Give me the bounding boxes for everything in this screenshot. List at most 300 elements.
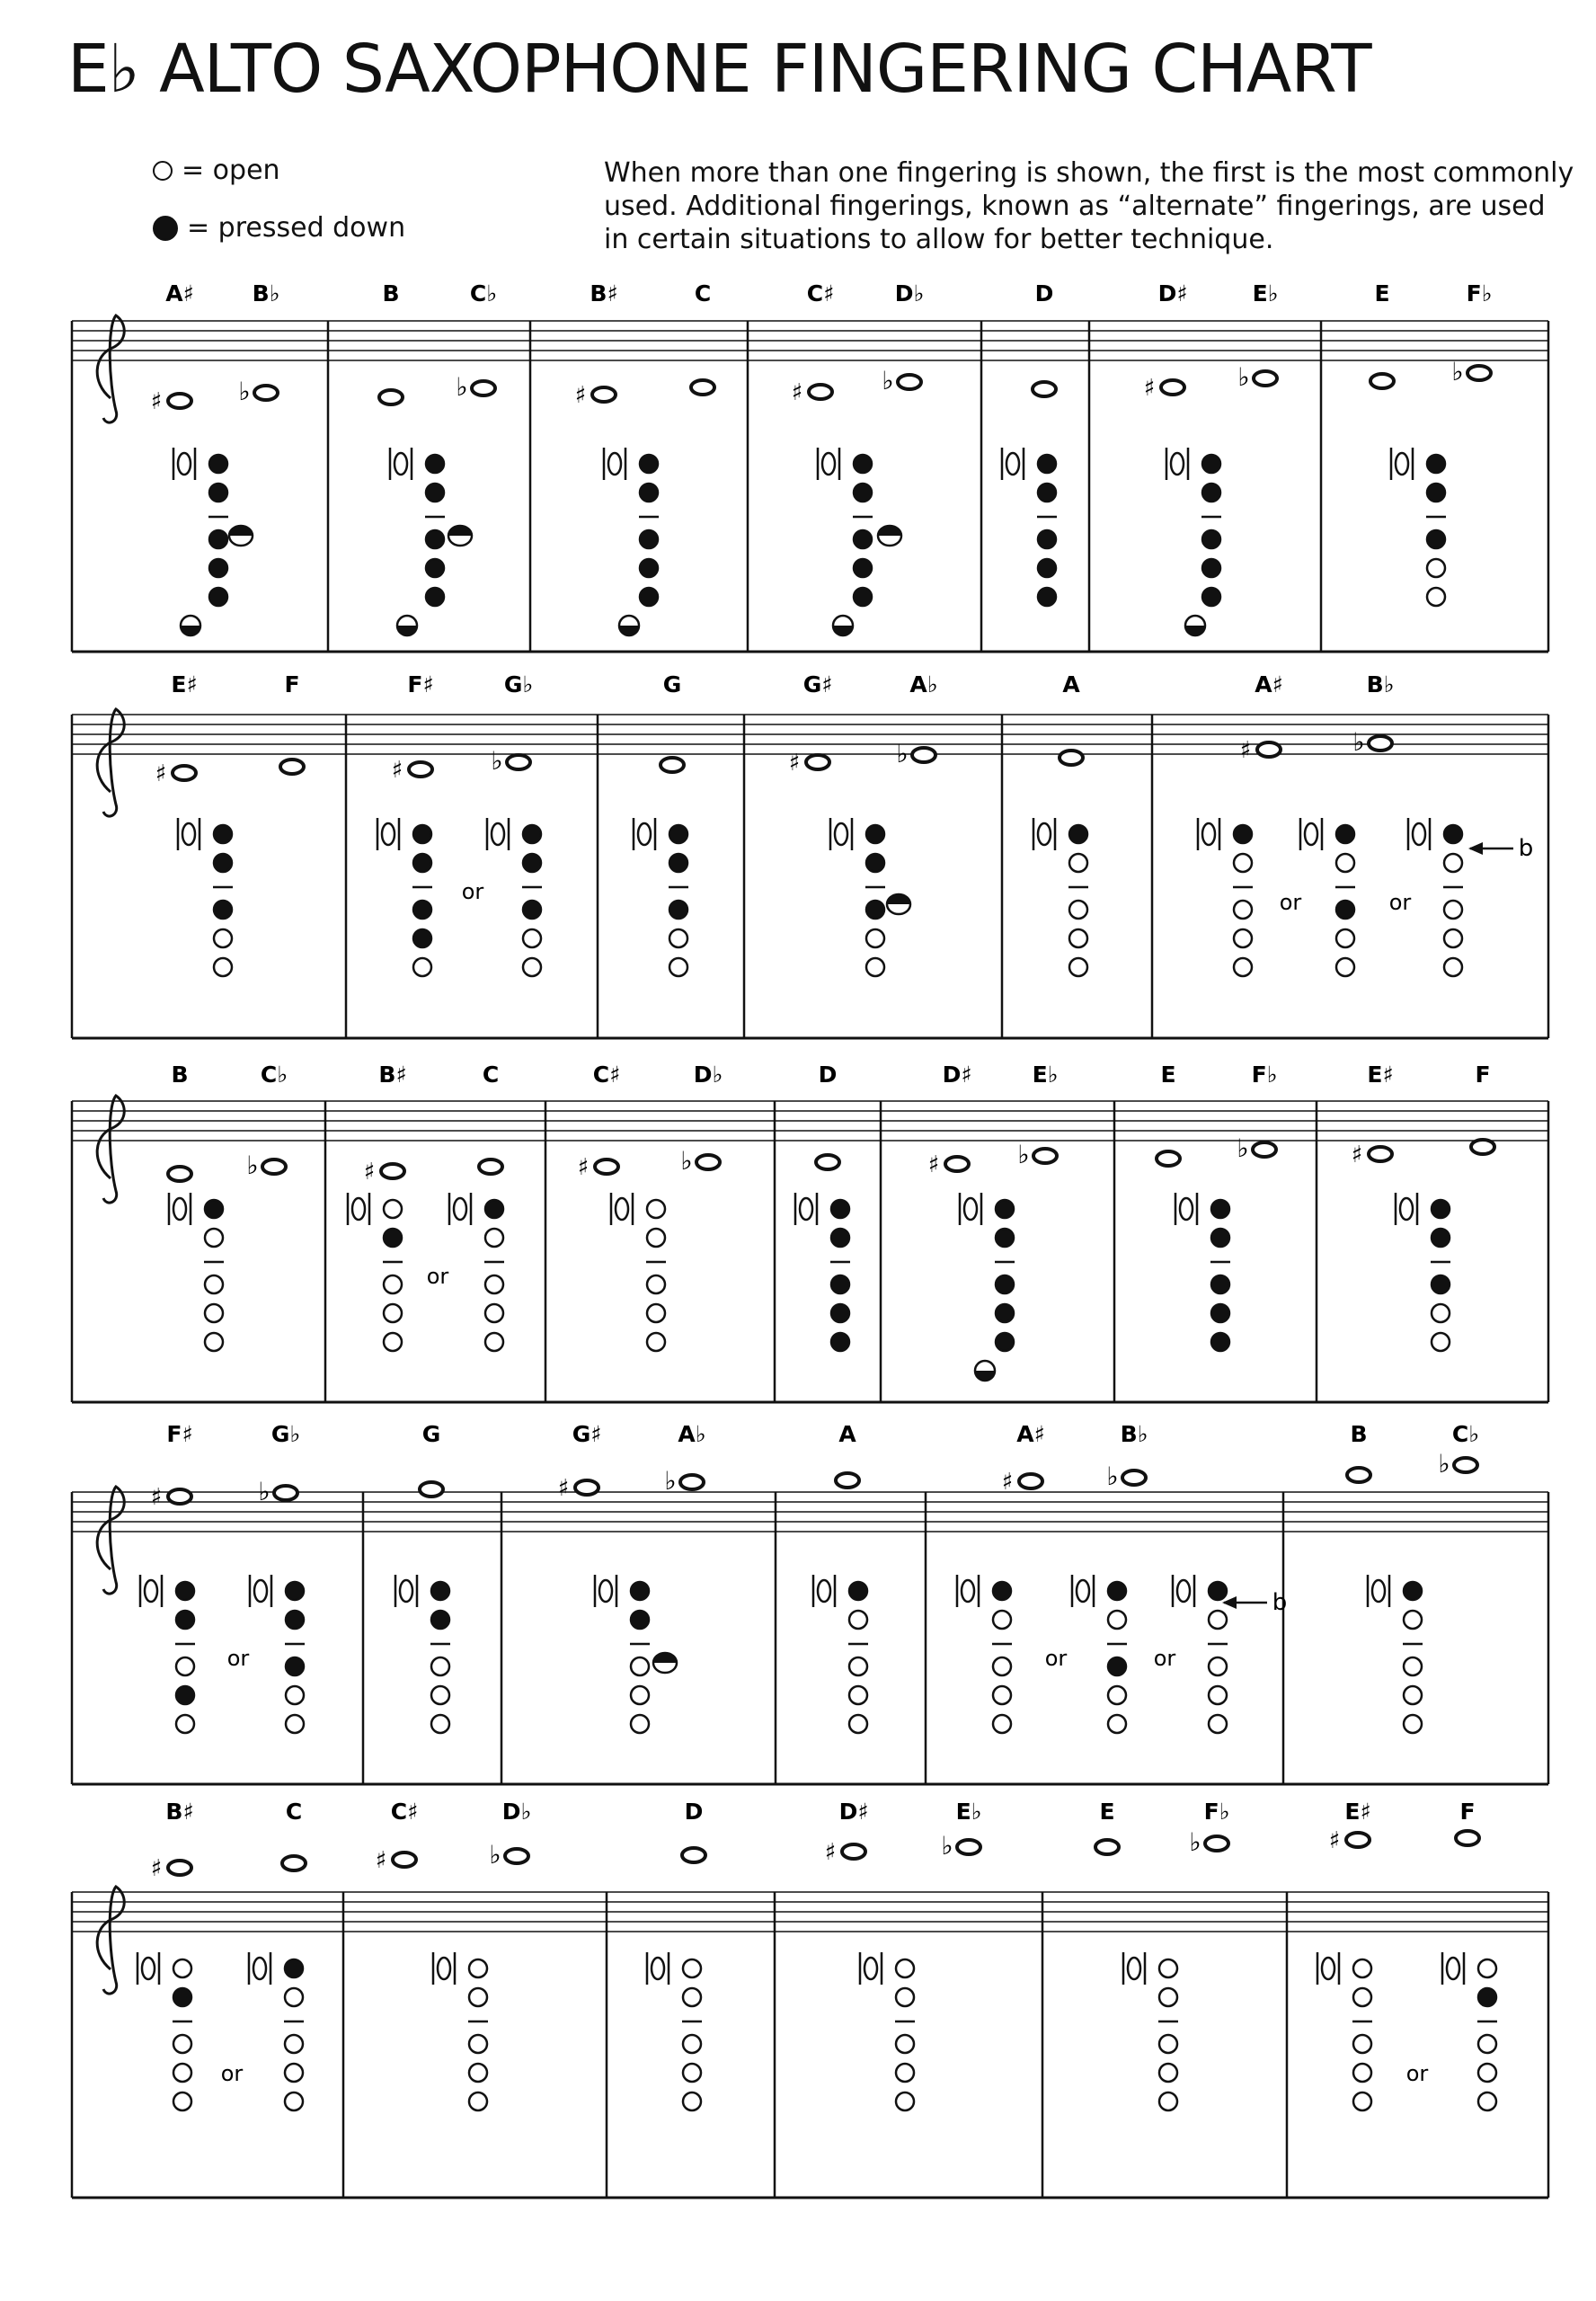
open-hole-icon (849, 1715, 867, 1733)
open-hole-icon (1353, 2035, 1371, 2053)
pressed-hole-icon (1427, 484, 1445, 502)
octave-key-icon (616, 1198, 628, 1220)
open-hole-icon (849, 1657, 867, 1675)
note-name-label: D♯ (942, 1062, 972, 1088)
pressed-hole-icon (993, 1582, 1011, 1600)
octave-key-icon (652, 1958, 664, 1979)
open-hole-icon (1478, 2064, 1496, 2082)
sharp-icon: ♯ (375, 1847, 387, 1874)
open-hole-icon (1444, 854, 1462, 872)
whole-note-icon (945, 1157, 969, 1171)
open-hole-icon (993, 1715, 1011, 1733)
or-label: or (426, 1264, 449, 1289)
open-hole-icon (1353, 2064, 1371, 2082)
note-name-label: G (421, 1421, 441, 1447)
pressed-hole-icon (209, 484, 227, 502)
pressed-hole-icon (669, 825, 687, 843)
note-name-label: E♭ (1032, 1062, 1059, 1088)
open-hole-icon (1069, 854, 1087, 872)
note-name-label: C♯ (806, 280, 835, 307)
open-hole-icon (683, 1959, 701, 1977)
note-name-label: D♭ (693, 1062, 723, 1088)
octave-key-icon (800, 1198, 812, 1220)
note-name-label: G♯ (572, 1421, 602, 1447)
note-name-label: A♯ (1016, 1421, 1045, 1447)
whole-note-icon (168, 394, 191, 408)
open-hole-icon (647, 1275, 665, 1293)
open-hole-icon (683, 2092, 701, 2110)
open-hole-icon (469, 2064, 487, 2082)
whole-note-icon (1157, 1151, 1180, 1166)
open-hole-icon (1159, 2092, 1177, 2110)
open-hole-icon (205, 1304, 223, 1322)
open-hole-icon (647, 1333, 665, 1351)
pressed-hole-icon (413, 825, 431, 843)
open-hole-icon (1444, 929, 1462, 947)
or-label: or (1044, 1646, 1068, 1671)
open-hole-icon (173, 1959, 191, 1977)
flat-icon: ♭ (882, 366, 894, 395)
pressed-hole-icon (669, 901, 687, 919)
open-hole-icon (1209, 1715, 1227, 1733)
open-hole-icon (849, 1686, 867, 1704)
open-hole-icon (631, 1657, 649, 1675)
pressed-hole-icon (849, 1582, 867, 1600)
pressed-hole-icon (1432, 1200, 1450, 1218)
pressed-hole-icon (640, 484, 658, 502)
open-hole-icon (647, 1304, 665, 1322)
open-hole-icon (1159, 2035, 1177, 2053)
whole-note-icon (1254, 371, 1277, 386)
pressed-hole-icon (640, 588, 658, 606)
note-name-label: C♯ (592, 1062, 621, 1088)
note-name-label: G♭ (270, 1421, 301, 1447)
open-hole-icon (384, 1200, 402, 1218)
pressed-hole-icon (523, 825, 541, 843)
note-name-label: C (482, 1062, 500, 1088)
flat-icon: ♭ (489, 1840, 501, 1870)
octave-key-icon (438, 1958, 450, 1979)
open-hole-icon (896, 1988, 914, 2006)
note-name-label: F (1459, 1799, 1476, 1825)
pressed-hole-icon (426, 455, 444, 473)
open-hole-icon (993, 1686, 1011, 1704)
whole-note-icon (1033, 382, 1056, 396)
pressed-hole-icon (176, 1611, 194, 1629)
pressed-hole-icon (1211, 1275, 1229, 1293)
whole-note-icon (592, 387, 616, 402)
flat-icon: ♭ (664, 1466, 677, 1496)
whole-note-icon (381, 1164, 404, 1178)
pressed-hole-icon (1038, 455, 1056, 473)
note-name-label: B (1350, 1421, 1368, 1447)
open-hole-icon (1336, 854, 1354, 872)
pressed-hole-icon (209, 588, 227, 606)
pressed-hole-icon (1108, 1582, 1126, 1600)
open-hole-icon (849, 1611, 867, 1629)
pressed-hole-icon (1202, 559, 1220, 577)
pressed-hole-icon (173, 1988, 191, 2006)
note-name-label: D♭ (894, 280, 925, 307)
open-hole-icon (1108, 1611, 1126, 1629)
octave-key-icon (400, 1580, 412, 1602)
note-name-label: E (1099, 1799, 1115, 1825)
pressed-hole-icon (631, 1582, 649, 1600)
pressed-hole-icon (285, 1959, 303, 1977)
b-label: b (1272, 1589, 1288, 1616)
open-hole-icon (214, 958, 232, 976)
note-name-label: F♭ (1251, 1062, 1278, 1088)
octave-key-icon (1171, 453, 1184, 475)
pressed-hole-icon (854, 484, 872, 502)
whole-note-icon (1456, 1831, 1479, 1845)
open-hole-icon (631, 1715, 649, 1733)
sharp-icon: ♯ (927, 1151, 940, 1178)
pressed-hole-icon (209, 530, 227, 548)
legend-pressed-label: = pressed down (187, 212, 406, 244)
octave-key-icon (864, 1958, 877, 1979)
pressed-hole-icon (831, 1200, 849, 1218)
chart-row-5 (72, 1799, 1548, 2198)
open-hole-icon (469, 1959, 487, 1977)
pressed-hole-icon (286, 1657, 304, 1675)
note-name-label: D (684, 1799, 704, 1825)
or-label: or (1388, 890, 1412, 915)
note-name-label: G♯ (802, 671, 833, 697)
or-label: or (1279, 890, 1302, 915)
whole-note-icon (1257, 742, 1281, 757)
pressed-hole-icon (1038, 530, 1056, 548)
open-hole-icon (431, 1715, 449, 1733)
octave-key-icon (254, 1580, 267, 1602)
note-name-label: E♯ (1344, 1799, 1371, 1825)
whole-note-icon (1346, 1833, 1370, 1847)
pressed-hole-icon (854, 530, 872, 548)
open-hole-icon (1159, 2064, 1177, 2082)
open-hole-icon (1432, 1333, 1450, 1351)
sharp-icon: ♯ (788, 750, 801, 777)
open-hole-icon (1444, 958, 1462, 976)
flat-icon: ♭ (896, 739, 909, 768)
open-hole-icon (1069, 958, 1087, 976)
chart-row-2 (72, 671, 1548, 1038)
whole-note-icon (507, 755, 530, 769)
open-hole-icon (669, 929, 687, 947)
note-name-label: A♭ (678, 1421, 706, 1447)
pressed-hole-icon (286, 1582, 304, 1600)
note-name-label: D♭ (501, 1799, 532, 1825)
note-name-label: E (1374, 280, 1390, 307)
whole-note-icon (1369, 1147, 1392, 1161)
octave-key-icon (382, 823, 395, 845)
treble-clef-icon (97, 1096, 124, 1203)
flat-icon: ♭ (1438, 1449, 1450, 1479)
whole-note-icon (680, 1475, 704, 1489)
note-name-label: B♭ (1366, 671, 1395, 697)
sharp-icon: ♯ (150, 1484, 163, 1511)
open-hole-icon (1404, 1715, 1422, 1733)
treble-clef-icon (97, 1487, 124, 1594)
whole-note-icon (254, 386, 278, 400)
pressed-hole-icon (996, 1200, 1014, 1218)
open-hole-icon (214, 929, 232, 947)
open-hole-icon (431, 1657, 449, 1675)
note-name-label: F♭ (1466, 280, 1493, 307)
whole-note-icon (957, 1840, 980, 1854)
sharp-icon: ♯ (150, 388, 163, 415)
octave-key-icon (178, 453, 191, 475)
whole-note-icon (1122, 1470, 1146, 1485)
pressed-hole-icon (523, 854, 541, 872)
whole-note-icon (691, 380, 714, 395)
open-hole-icon (1069, 929, 1087, 947)
pressed-hole-icon (1478, 1988, 1496, 2006)
whole-note-icon (1019, 1474, 1042, 1488)
chart-row-3 (72, 1062, 1548, 1402)
whole-note-icon (682, 1848, 705, 1862)
whole-note-icon (1161, 380, 1184, 395)
octave-key-icon (962, 1580, 974, 1602)
octave-key-icon (1447, 1958, 1459, 1979)
sharp-icon: ♯ (1239, 737, 1252, 764)
octave-key-icon (964, 1198, 977, 1220)
open-hole-icon (647, 1200, 665, 1218)
b-arrow-head-icon (1468, 842, 1483, 855)
open-hole-icon (1432, 1304, 1450, 1322)
flat-icon: ♭ (941, 1831, 953, 1861)
pressed-hole-icon (214, 825, 232, 843)
note-name-label: B♯ (165, 1799, 194, 1825)
open-hole-icon (1478, 2035, 1496, 2053)
whole-note-icon (806, 755, 829, 769)
note-name-label: B (382, 280, 400, 307)
pressed-hole-icon (866, 854, 884, 872)
note-name-label: E♯ (171, 671, 198, 697)
note-name-label: B♯ (590, 280, 618, 307)
sharp-icon: ♯ (1143, 375, 1156, 402)
note-name-label: B (171, 1062, 189, 1088)
note-name-label: A♭ (909, 671, 938, 697)
intro-text: When more than one fingering is shown, the first is the most commonly used. Additional fingerings, known as “alternate” fingerings, are used in certain situations to allow for better technique. (604, 157, 1574, 255)
whole-note-icon (168, 1489, 191, 1504)
pressed-hole-icon (431, 1611, 449, 1629)
octave-key-icon (1396, 453, 1408, 475)
sharp-icon: ♯ (1328, 1827, 1341, 1854)
note-name-label: F (284, 671, 300, 697)
pressed-hole-icon (286, 1611, 304, 1629)
sharp-icon: ♯ (1351, 1142, 1363, 1168)
open-hole-icon (866, 929, 884, 947)
pressed-hole-icon (426, 530, 444, 548)
open-hole-icon (485, 1229, 503, 1247)
pressed-hole-icon (1211, 1200, 1229, 1218)
octave-key-icon (173, 1198, 186, 1220)
pressed-hole-icon (1038, 559, 1056, 577)
note-name-label: B♯ (378, 1062, 407, 1088)
flat-icon: ♭ (680, 1146, 693, 1176)
pressed-hole-icon (523, 901, 541, 919)
octave-key-icon (822, 453, 835, 475)
open-hole-icon (1209, 1611, 1227, 1629)
pressed-hole-icon (209, 559, 227, 577)
pressed-hole-icon (1444, 825, 1462, 843)
pressed-hole-icon (384, 1229, 402, 1247)
sharp-icon: ♯ (391, 757, 403, 784)
pressed-hole-icon (1427, 455, 1445, 473)
pressed-hole-icon (996, 1304, 1014, 1322)
pressed-hole-icon (1211, 1304, 1229, 1322)
octave-key-icon (818, 1580, 830, 1602)
note-name-label: A (838, 1421, 856, 1447)
pressed-hole-icon (831, 1304, 849, 1322)
open-hole-icon (1427, 559, 1445, 577)
open-hole-icon (683, 2064, 701, 2082)
note-name-label: F♭ (1203, 1799, 1230, 1825)
open-hole-icon (1234, 901, 1252, 919)
open-hole-icon (285, 2064, 303, 2082)
note-name-label: A♯ (165, 280, 194, 307)
pressed-hole-icon (1202, 530, 1220, 548)
whole-note-icon (168, 1167, 191, 1181)
pressed-hole-icon (205, 1200, 223, 1218)
pressed-hole-icon (485, 1200, 503, 1218)
flat-icon: ♭ (1352, 727, 1365, 757)
open-hole-icon (205, 1229, 223, 1247)
flat-icon: ♭ (1106, 1461, 1119, 1491)
whole-note-icon (816, 1155, 839, 1169)
open-hole-icon (1159, 1959, 1177, 1977)
pressed-hole-icon (640, 530, 658, 548)
open-hole-icon (1336, 929, 1354, 947)
whole-note-icon (505, 1849, 528, 1863)
whole-note-icon (274, 1486, 297, 1500)
pressed-hole-icon (1038, 484, 1056, 502)
octave-key-icon (1322, 1958, 1334, 1979)
whole-note-icon (282, 1856, 306, 1870)
octave-key-icon (1202, 823, 1215, 845)
whole-note-icon (1370, 374, 1394, 388)
flat-icon: ♭ (1451, 357, 1464, 386)
flat-icon: ♭ (238, 377, 251, 406)
treble-clef-icon (97, 315, 124, 422)
pressed-hole-icon (1211, 1229, 1229, 1247)
sharp-icon: ♯ (824, 1839, 837, 1866)
whole-note-icon (173, 766, 196, 780)
whole-note-icon (1205, 1836, 1228, 1851)
pressed-hole-icon (1202, 455, 1220, 473)
open-hole-icon (1108, 1715, 1126, 1733)
pressed-hole-icon (669, 854, 687, 872)
open-hole-icon (384, 1304, 402, 1322)
open-hole-icon (176, 1657, 194, 1675)
open-hole-icon (485, 1333, 503, 1351)
open-hole-icon (384, 1333, 402, 1351)
pressed-hole-icon (426, 484, 444, 502)
open-hole-icon (1108, 1686, 1126, 1704)
pressed-hole-icon (640, 455, 658, 473)
open-hole-icon (286, 1715, 304, 1733)
open-hole-icon (896, 2035, 914, 2053)
pressed-hole-icon (854, 588, 872, 606)
note-name-label: A (1062, 671, 1080, 697)
whole-note-icon (262, 1159, 286, 1174)
note-name-label: C♭ (1451, 1421, 1480, 1447)
whole-note-icon (661, 758, 684, 772)
note-name-label: G♭ (503, 671, 534, 697)
pressed-hole-icon (831, 1333, 849, 1351)
note-name-label: E♯ (1367, 1062, 1394, 1088)
octave-key-icon (395, 453, 407, 475)
octave-key-icon (182, 823, 195, 845)
octave-key-icon (1180, 1198, 1193, 1220)
note-name-label: E (1160, 1062, 1176, 1088)
flat-icon: ♭ (1237, 362, 1250, 392)
pressed-hole-icon (1234, 825, 1252, 843)
pressed-hole-icon (426, 559, 444, 577)
open-hole-icon (1427, 588, 1445, 606)
whole-note-icon (409, 762, 432, 777)
sharp-icon: ♯ (791, 379, 803, 406)
open-hole-icon (1353, 1988, 1371, 2006)
open-hole-icon (669, 958, 687, 976)
note-name-label: D♯ (1157, 280, 1188, 307)
sharp-icon: ♯ (363, 1159, 376, 1186)
open-hole-icon (173, 2064, 191, 2082)
sharp-icon: ♯ (557, 1475, 570, 1502)
pressed-hole-icon (426, 588, 444, 606)
note-name-label: C♭ (469, 280, 498, 307)
pressed-hole-icon (176, 1686, 194, 1704)
pressed-hole-icon (1432, 1275, 1450, 1293)
open-hole-icon (469, 2092, 487, 2110)
note-name-label: C (285, 1799, 303, 1825)
open-hole-icon (176, 1715, 194, 1733)
whole-note-icon (1471, 1140, 1494, 1154)
whole-note-icon (472, 381, 495, 395)
pressed-hole-icon (831, 1275, 849, 1293)
pressed-hole-icon (214, 854, 232, 872)
whole-note-icon (420, 1482, 443, 1497)
pressed-hole-icon (866, 901, 884, 919)
octave-key-icon (492, 823, 504, 845)
whole-note-icon (1095, 1840, 1119, 1854)
pressed-hole-icon (996, 1275, 1014, 1293)
open-hole-icon (1478, 2092, 1496, 2110)
open-hole-icon (1336, 958, 1354, 976)
note-name-label: E♭ (1252, 280, 1279, 307)
note-name-label: C♯ (390, 1799, 419, 1825)
or-label: or (1405, 2061, 1429, 2086)
octave-key-icon (1305, 823, 1317, 845)
pressed-hole-icon (1432, 1229, 1450, 1247)
open-hole-icon (683, 2035, 701, 2053)
pressed-hole-icon (854, 559, 872, 577)
octave-key-icon (1177, 1580, 1190, 1602)
octave-key-icon (1038, 823, 1051, 845)
sharp-icon: ♯ (1001, 1469, 1014, 1496)
pressed-hole-icon (1404, 1582, 1422, 1600)
open-hole-icon (631, 1686, 649, 1704)
whole-note-icon (1347, 1468, 1370, 1482)
open-hole-icon (485, 1275, 503, 1293)
whole-note-icon (836, 1473, 859, 1488)
open-hole-icon (469, 1988, 487, 2006)
whole-note-icon (479, 1159, 502, 1174)
whole-note-icon (280, 760, 304, 774)
whole-note-icon (809, 385, 832, 399)
whole-note-icon (595, 1159, 618, 1174)
whole-note-icon (912, 748, 935, 762)
